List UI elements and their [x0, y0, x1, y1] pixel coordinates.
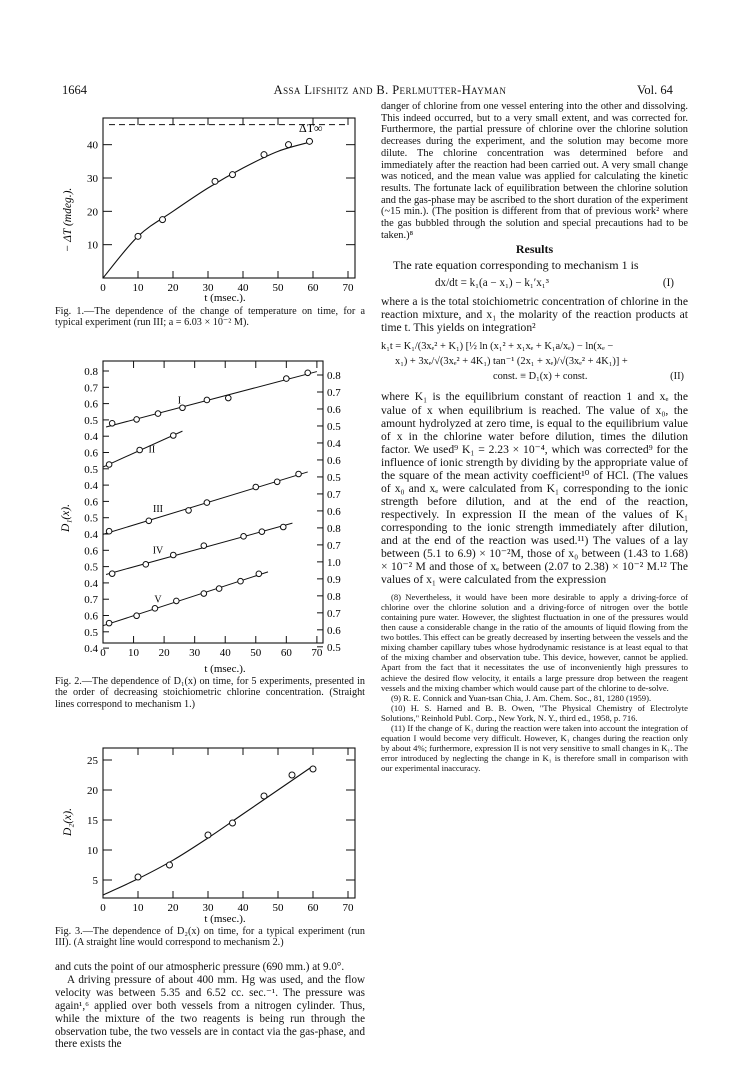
data-point	[225, 395, 231, 401]
y-tick-label: 0.6	[84, 496, 98, 509]
x-tick-label: 0	[100, 902, 106, 914]
data-point	[204, 500, 210, 506]
data-point	[238, 578, 244, 584]
figure-3	[55, 742, 365, 925]
footnote-11: (11) If the change of K₁ during the reaction were taken into account the integration of equation I would become very difficult. However, K₁ changes during the reaction only by about 4%; furthermore, expression II is not very sensitive to small changes in K₁. The error introduced by neglecting the change in K₁ is therefore small in comparison with our experimental inaccuracy.	[381, 722, 688, 773]
fit-curve	[103, 766, 313, 895]
page-number: 1664	[62, 83, 87, 97]
running-header: Assa Lifshitz and B. Perlmutter-Hayman	[273, 83, 507, 97]
x-tick-label: 40	[219, 647, 231, 659]
x-tick-label: 20	[158, 647, 170, 659]
data-point	[155, 411, 161, 417]
y-tick-label: 15	[87, 815, 98, 827]
x-tick-label: 50	[250, 647, 262, 659]
data-point	[296, 471, 302, 477]
data-point	[109, 571, 115, 577]
paragraph: A driving pressure of about 400 mm. Hg was used, and the flow velocity was between 5.35 and 6.52 cc. sec.⁻¹. The pressure was again¹,⁶ applied over both vessels from a nitrogen cylinder. Thus, while the mixture of the two reagents is being run through the observation tube, the two vessels are in contact via the gas-phase, and there exists the	[55, 973, 365, 1051]
data-point	[286, 142, 292, 148]
figure-2-ylabel: D₁(x).	[60, 504, 72, 532]
paragraph: and cuts the point of our atmospheric pressure (690 mm.) at 9.0°.	[55, 961, 345, 973]
data-point	[310, 766, 316, 772]
y-tick-label-right: 0.6	[327, 505, 341, 518]
data-point	[135, 233, 141, 239]
y-tick-label-right: 0.7	[327, 488, 341, 501]
curve-label: IV	[152, 545, 164, 557]
y-tick-label: 0.5	[84, 512, 98, 525]
paragraph: where K₁ is the equilibrium constant of reaction 1 and xₑ the value of x when equilibrium is reached. The value of x₀, the amount hydrolyzed at zero time, is equal to the equilibrium value of x in the chlorine water before dilution, times the dilution factor. We used⁹ K₁ = 2.23 × 10⁻⁴, which was corrected⁹ for the influence of ionic strength by dividing by the appropriate value of the square of the mean activity coefficient¹⁰ of HCl. (The values of x₀ and xₑ were calculated from K₁ corresponding to the ionic strength before dilution, and at the end of the reaction, respectively. In expression II the mean of the values of K₁ corresponding to the ionic strength immediately after dilution, and at the end of the reaction was used.¹¹) The values of a lay between (5.1 to 6.9) × 10⁻²M, those of x₀ between (1.43 to 1.68) × 10⁻² M and those of xₑ between (2.07 to 2.38) × 10⁻² M.¹² The values of x₁ were calculated from the expression	[381, 390, 688, 587]
y-tick-label-right: 1.0	[327, 556, 341, 569]
equation-1-body: dx/dt = k₁(a − x₁) − k₁′x₁³	[435, 276, 549, 289]
x-tick-label: 30	[189, 647, 201, 659]
y-tick-label: 0.5	[84, 561, 98, 574]
section-title: Results	[515, 242, 554, 257]
y-tick-label: 0.4	[84, 529, 98, 542]
footnote-10: (10) H. S. Harned and B. B. Owen, "The Physical Chemistry of Electrolyte Solutions," Reinhold Publ. Corp., New York, N. Y., third ed., 1958, p. 716.	[381, 702, 688, 723]
data-point	[143, 562, 149, 568]
figure-3-caption: Fig. 3.—The dependence of D₂(x) on time, for a typical experiment (run III). (A straight line would correspond to mechanism 2.)	[55, 926, 365, 949]
y-tick-label-right: 0.4	[327, 437, 341, 450]
data-point	[205, 832, 211, 838]
y-tick-label: 10	[87, 239, 98, 252]
y-tick-label: 0.7	[84, 382, 98, 395]
paragraph: The rate equation corresponding to mechanism 1 is	[393, 258, 639, 273]
figure-1-ylabel: − ΔT (mdeg.).	[62, 187, 74, 253]
x-tick-label: 50	[272, 282, 284, 294]
y-tick-label: 0.4	[84, 643, 98, 656]
x-tick-label: 70	[311, 647, 323, 659]
x-tick-label: 40	[237, 902, 249, 914]
figure-1-caption: Fig. 1.—The dependence of the change of temperature on time, for a typical experiment (run III; a = 6.03 × 10⁻² M).	[55, 306, 365, 329]
figure-1-annotation: ΔT∞	[299, 121, 323, 135]
y-tick-label-right: 0.5	[327, 471, 341, 484]
plot-frame	[103, 361, 323, 643]
data-point	[170, 552, 176, 558]
data-point	[307, 138, 313, 144]
y-tick-label-right: 0.6	[327, 624, 341, 637]
y-tick-label: 0.4	[84, 431, 98, 444]
data-point	[160, 217, 166, 223]
footnotes	[381, 592, 688, 773]
y-tick-label: 0.5	[84, 626, 98, 639]
y-tick-label: 25	[87, 755, 98, 767]
equation-1-number: (I)	[662, 276, 674, 289]
data-point	[261, 793, 267, 799]
y-tick-label: 0.4	[84, 577, 98, 590]
data-point	[204, 397, 210, 403]
x-tick-label: 40	[237, 282, 249, 294]
paragraph: danger of chlorine from one vessel entering into the other and dissolving. This indeed occurred, but to a very small extent, and was corrected for. Furthermore, the partial pressure of chlorine over the chlorine solution decreases during the experiment, and the solution may become more dilute. The chlorine concentration was determined before and immediately after the reaction had been carried out. A very small change was noticed, and the mean value was applied for calculating the kinetic results. The fortunate lack of equilibration between the chlorine solution and the gas-phase may be ascribed to the short duration of the experiment (~15 min.). (The position is different from that of previous work² where the gas bubbled through the solution and special precautions had to be taken.)⁸	[381, 101, 688, 241]
equation-2-line: x₁) + 3xₑ/√(3xₑ² + 4K₁) tan⁻¹ (2x₁ + xₑ)/√(3xₑ² + 4K₁)] +	[395, 356, 628, 368]
y-tick-label-right: 0.9	[327, 573, 341, 586]
paragraph: where a is the total stoichiometric concentration of chlorine in the reaction mixture, and x₁ the molarity of the reaction products at time t. This yields on integration²	[381, 294, 688, 335]
data-point	[201, 543, 207, 549]
y-tick-label: 0.6	[84, 447, 98, 460]
y-tick-label-right: 0.8	[327, 370, 341, 382]
data-point	[261, 152, 267, 158]
y-tick-label-right: 0.6	[327, 403, 341, 416]
x-tick-label: 50	[272, 902, 284, 914]
figure-2-caption: Fig. 2.—The dependence of D₁(x) on time, for 5 experiments, presented in the order of decreasing stoichiometric chlorine concentration. (Straight lines correspond to mechanism 1.)	[55, 676, 365, 710]
y-tick-label: 0.6	[84, 398, 98, 411]
x-tick-label: 10	[128, 647, 140, 659]
data-point	[241, 534, 247, 540]
y-tick-label: 30	[87, 173, 98, 185]
curve-label: I	[177, 395, 182, 407]
data-point	[284, 376, 290, 382]
figure-3-plot	[87, 748, 355, 914]
curve-label: III	[153, 504, 163, 516]
data-point	[146, 518, 152, 524]
y-tick-label: 10	[87, 845, 98, 857]
data-point	[106, 462, 112, 468]
data-point	[259, 529, 265, 535]
data-point	[216, 586, 222, 592]
left-column-text	[55, 961, 365, 1051]
data-point	[274, 479, 280, 485]
y-tick-label: 0.5	[84, 414, 98, 427]
y-tick-label-right: 0.7	[327, 607, 341, 620]
figure-3-xlabel: t (msec.).	[204, 913, 246, 925]
y-tick-label-right: 0.8	[327, 522, 341, 535]
y-tick-label: 0.7	[84, 594, 98, 607]
y-tick-label: 0.6	[84, 610, 98, 623]
figure-2	[55, 353, 365, 675]
x-tick-label: 10	[132, 282, 144, 294]
data-point	[253, 484, 259, 490]
y-tick-label-right: 0.7	[327, 386, 341, 399]
y-tick-label-right: 0.5	[327, 420, 341, 433]
curve-label: II	[148, 444, 156, 456]
data-point	[106, 620, 112, 626]
data-point	[305, 370, 311, 376]
curve-label: V	[154, 594, 162, 606]
y-tick-label-right: 0.6	[327, 454, 341, 467]
figure-2-plot	[84, 361, 341, 659]
data-point	[212, 178, 218, 184]
plot-frame	[103, 118, 355, 278]
data-point	[134, 613, 140, 619]
fit-curve	[103, 141, 313, 278]
data-point	[135, 874, 141, 880]
x-tick-label: 60	[307, 902, 319, 914]
equation-2-line: const. ≡ D₁(x) + const.	[493, 371, 588, 383]
data-point	[230, 172, 236, 178]
x-tick-label: 10	[132, 902, 144, 914]
equation-2	[381, 339, 688, 384]
data-point	[186, 508, 192, 514]
y-tick-label-right: 0.8	[327, 590, 341, 603]
right-column	[381, 101, 688, 773]
figure-1	[55, 110, 365, 303]
data-point	[174, 598, 180, 604]
figure-2-xlabel: t (msec.).	[204, 663, 246, 675]
x-tick-label: 60	[307, 282, 319, 294]
data-point	[109, 420, 115, 426]
y-tick-label-right: 0.7	[327, 539, 341, 552]
equation-1	[381, 273, 688, 295]
data-point	[280, 524, 286, 530]
data-point	[201, 591, 207, 597]
y-tick-label: 20	[87, 206, 98, 219]
figure-1-plot	[87, 118, 355, 294]
y-tick-label: 0.8	[84, 366, 98, 378]
y-tick-label: 20	[87, 785, 98, 797]
x-tick-label: 20	[167, 902, 179, 914]
data-point	[167, 862, 173, 868]
data-point	[289, 772, 295, 778]
data-point	[106, 528, 112, 534]
data-point	[256, 571, 262, 577]
footnote-8: (8) Nevertheless, it would have been more desirable to apply a driving-force of chlorine over the chlorine solution and a driving-force of nitrogen over the bottle containing pure water. However, the slightest fluctuation in one of the pressures would then cause a considerable change in the ratio of the amounts of liquid flowing from the two bottles. This effect can be greatly decreased by inserting between the vessels and the mixing chamber capillary tubes whose hydrodynamic resistance is at least equal to that of the mixing chamber and observation tube. This device, however, cannot be applied. Apart from the fact that it necessitates the use of inconveniently high pressures to achieve the desired flow velocity, it entails a large pressure drop between the reagent vessels and the mixing chamber which would cause part of the chlorine to de-solve.	[381, 592, 688, 693]
y-tick-label: 40	[87, 139, 98, 152]
equation-2-line: k₁t = K₁/(3xₑ² + K₁) [½ ln (x₁² + x₁xₑ + K₁a/xₑ) − ln(xₑ −	[381, 341, 614, 353]
x-tick-label: 60	[280, 647, 292, 659]
data-point	[170, 433, 176, 439]
y-tick-label: 0.6	[84, 545, 98, 558]
x-tick-label: 0	[100, 282, 106, 294]
y-tick-label: 0.4	[84, 480, 98, 493]
x-tick-label: 30	[202, 902, 214, 914]
x-tick-label: 70	[342, 902, 354, 914]
x-tick-label: 30	[202, 282, 214, 294]
data-point	[137, 447, 143, 453]
footnote-9: (9) R. E. Connick and Yuan-tsan Chia, J. Am. Chem. Soc., 81, 1280 (1959).	[391, 692, 652, 703]
data-point	[230, 820, 236, 826]
x-tick-label: 70	[342, 282, 354, 294]
data-point	[134, 417, 140, 423]
x-tick-label: 0	[100, 647, 106, 659]
equation-2-number: (II)	[670, 371, 684, 383]
y-tick-label-right: 0.5	[327, 641, 341, 654]
x-tick-label: 20	[167, 282, 179, 294]
figure-1-xlabel: t (msec.).	[204, 292, 246, 303]
figure-3-ylabel: D₂(x).	[62, 808, 74, 836]
volume: Vol. 64	[637, 83, 673, 97]
y-tick-label: 5	[92, 875, 98, 887]
data-point	[152, 606, 158, 612]
y-tick-label: 0.5	[84, 463, 98, 476]
